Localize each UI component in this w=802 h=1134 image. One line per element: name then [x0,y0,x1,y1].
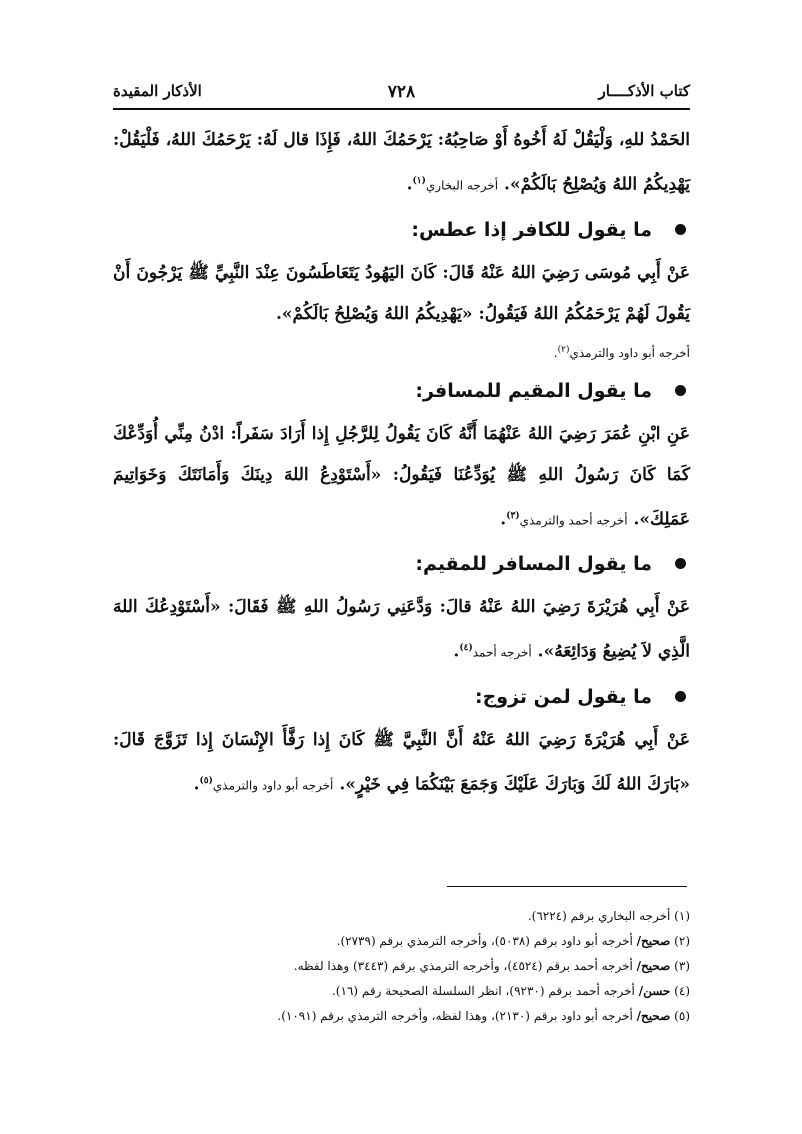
hadith-paragraph: عَنِ ابْنِ عُمَرَ رَضِيَ اللهُ عَنْهُمَا أَنَّهُ كَانَ يَقُولُ لِلرَّجُلِ إِذا أَرَادَ سَفَراً: ادْنُ مِنِّي أُوَدِّعْكَ كَمَا كَانَ رَسُولُ اللهِ ﷺ يُوَدِّعُنَا فَيَقُولُ: «أَسْتَوْدِعُ اللهَ دِينَكَ وَأَمَانَتَكَ وَخَوَاتِيمَ عَمَلِكَ». أخرجه أحمد والترمذي$^{(٣)}$. [113,423,690,530]
footnote-item: (٤) حسن/ أخرجه أحمد برقم (٩٢٣٠)، انظر السلسلة الصحيحة رقم (١٦). [331,984,690,998]
hadith-source: أخرجه البخاري [425,178,499,193]
footnote-item: (٢) صحيح/ أخرجه أبو داود برقم (٥٠٣٨)، وأخرجه الترمذي برقم (٢٧٣٩). [336,934,690,948]
hadith-paragraph [113,253,690,335]
footnote-item: (٥) صحيح/ أخرجه أبو داود برقم (٢١٣٠)، وهذا لفظه، وأخرجه الترمذي برقم (١٠٩١). [277,1009,690,1023]
hadith-source: أخرجه أبو داود والترمذي [212,778,334,793]
hadith-source: أخرجه أبو داود والترمذي [569,345,690,360]
hadith-source: أخرجه أحمد [472,645,532,660]
section-heading: ما يقول المسافر للمقيم: [113,541,690,587]
bullet-icon [675,691,686,702]
grade-label: صحيح/ [636,959,671,973]
running-header [113,82,690,108]
hadith-paragraph: عَنْ أَبِي هُرَيْرَةَ رَضِيَ اللهُ عَنْهُ أَنَّ النَّبِيَّ ﷺ كَانَ إِذا رَفَّأَ الإِنْسَانَ إِذا تَزَوَّجَ قَالَ: «بَارَكَ اللهُ لَكَ وَبَارَكَ عَلَيْكَ وَجَمَعَ بَيْنَكُمَا فِي خَيْرٍ». أخرجه أبو داود والترمذي$^{(٥)}$. [113,729,690,795]
footnote-ref: (١) [412,176,426,186]
hadith-source: أخرجه أحمد والترمذي [519,513,628,528]
footnotes [113,904,690,1029]
footnote-ref: (٢) [557,344,570,355]
grade-label: صحيح/ [636,1009,671,1023]
footnote-item: (١) أخرجه البخاري برقم (٦٢٢٤). [527,909,690,923]
section-heading: ما يقول للكافر إذا عطس: [113,207,690,253]
bullet-icon [675,385,686,396]
bullet-icon [675,224,686,235]
hadith-text: عَنْ أَبِي هُرَيْرَةَ رَضِيَ اللهُ عَنْهُ قالَ: وَدَّعَنِي رَسُولُ اللهِ ﷺ فَقَالَ: «أَسْتَوْدِعُكَ اللهَ الَّذِي لاَ يُضِيعُ وَدَائِعَهُ». [113,597,690,662]
main-text [113,120,690,807]
hadith-text: عَنْ أَبِي هُرَيْرَةَ رَضِيَ اللهُ عَنْهُ أَنَّ النَّبِيَّ ﷺ كَانَ إِذا رَفَّأَ الإِنْسَانَ إِذا تَزَوَّجَ قَالَ: «بَارَكَ اللهُ لَكَ وَبَارَكَ عَلَيْكَ وَجَمَعَ بَيْنَكُمَا فِي خَيْرٍ». [113,729,690,795]
section-heading: ما يقول المقيم للمسافر: [113,368,690,414]
hadith-paragraph: عَنْ أَبِي هُرَيْرَةَ رَضِيَ اللهُ عَنْهُ قالَ: وَدَّعَنِي رَسُولُ اللهِ ﷺ فَقَالَ: «أَسْتَوْدِعُكَ اللهَ الَّذِي لاَ يُضِيعُ وَدَائِعَهُ». أخرجه أحمد$^{(٤)}$. [113,597,690,662]
hadith-source-line: أخرجه أبو داود والترمذي$^{(٢)}$. [553,344,690,360]
hadith-text: عَنِ ابْنِ عُمَرَ رَضِيَ اللهُ عَنْهُمَا أَنَّهُ كَانَ يَقُولُ لِلرَّجُلِ إِذا أَرَادَ سَفَراً: ادْنُ مِنِّي أُوَدِّعْكَ كَمَا كَانَ رَسُولُ اللهِ ﷺ يُوَدِّعُنَا فَيَقُولُ: «أَسْتَوْدِعُ اللهَ دِينَكَ وَأَمَانَتَكَ وَخَوَاتِيمَ عَمَلِكَ». [113,423,690,530]
header-chapter-title: الأذكار المقيدة [113,82,202,100]
footnote-item: (٣) صحيح/ أخرجه أحمد برقم (٤٥٢٤)، وأخرجه الترمذي برقم (٣٤٤٣) وهذا لفظه. [293,959,690,973]
footnote-ref: (٥) [199,775,213,786]
section-heading: ما يقول لمن تزوج: [113,674,690,720]
intro-paragraph: الحَمْدُ للهِ، وَلْيَقُلْ لَهُ أَخُوهُ أَوْ صَاحِبُهُ: يَرْحَمُكَ اللهُ، فَإِذَا قال لَهُ: يَرْحَمُكَ اللهُ، فَلْيَقُلْ: يَهْدِيكُمُ اللهُ وَيُصْلِحُ بَالَكُمْ». أخرجه البخاري$^{(١)}$. [113,130,690,195]
bullet-icon [675,558,686,569]
header-book-title: كتاب الأذكــــار [598,82,690,100]
footnote-separator [447,886,687,887]
grade-label: حسن/ [638,984,671,998]
page-number: ٧٢٨ [387,82,416,102]
footnote-ref: (٤) [459,643,473,654]
footnote-ref: (٣) [506,510,520,521]
header-rule [113,108,690,110]
grade-label: صحيح/ [636,934,671,948]
hadith-text: الحَمْدُ للهِ، وَلْيَقُلْ لَهُ أَخُوهُ أَوْ صَاحِبُهُ: يَرْحَمُكَ اللهُ، فَإِذَا قال لَهُ: يَرْحَمُكَ اللهُ، فَلْيَقُلْ: يَهْدِيكُمُ اللهُ وَيُصْلِحُ بَالَكُمْ». [113,130,690,195]
hadith-text: عَنْ أَبِي مُوسَى رَضِيَ اللهُ عَنْهُ قَالَ: كَانَ اليَهُودُ يَتَعَاطَسُونَ عِنْدَ النَّبِيِّ ﷺ يَرْجُونَ أَنْ يَقُولَ لَهُمْ يَرْحَمُكُمُ اللهُ فَيَقُولُ: «يَهْدِيكُمُ اللهُ وَيُصْلِحُ بَالَكُمْ». [113,262,690,324]
